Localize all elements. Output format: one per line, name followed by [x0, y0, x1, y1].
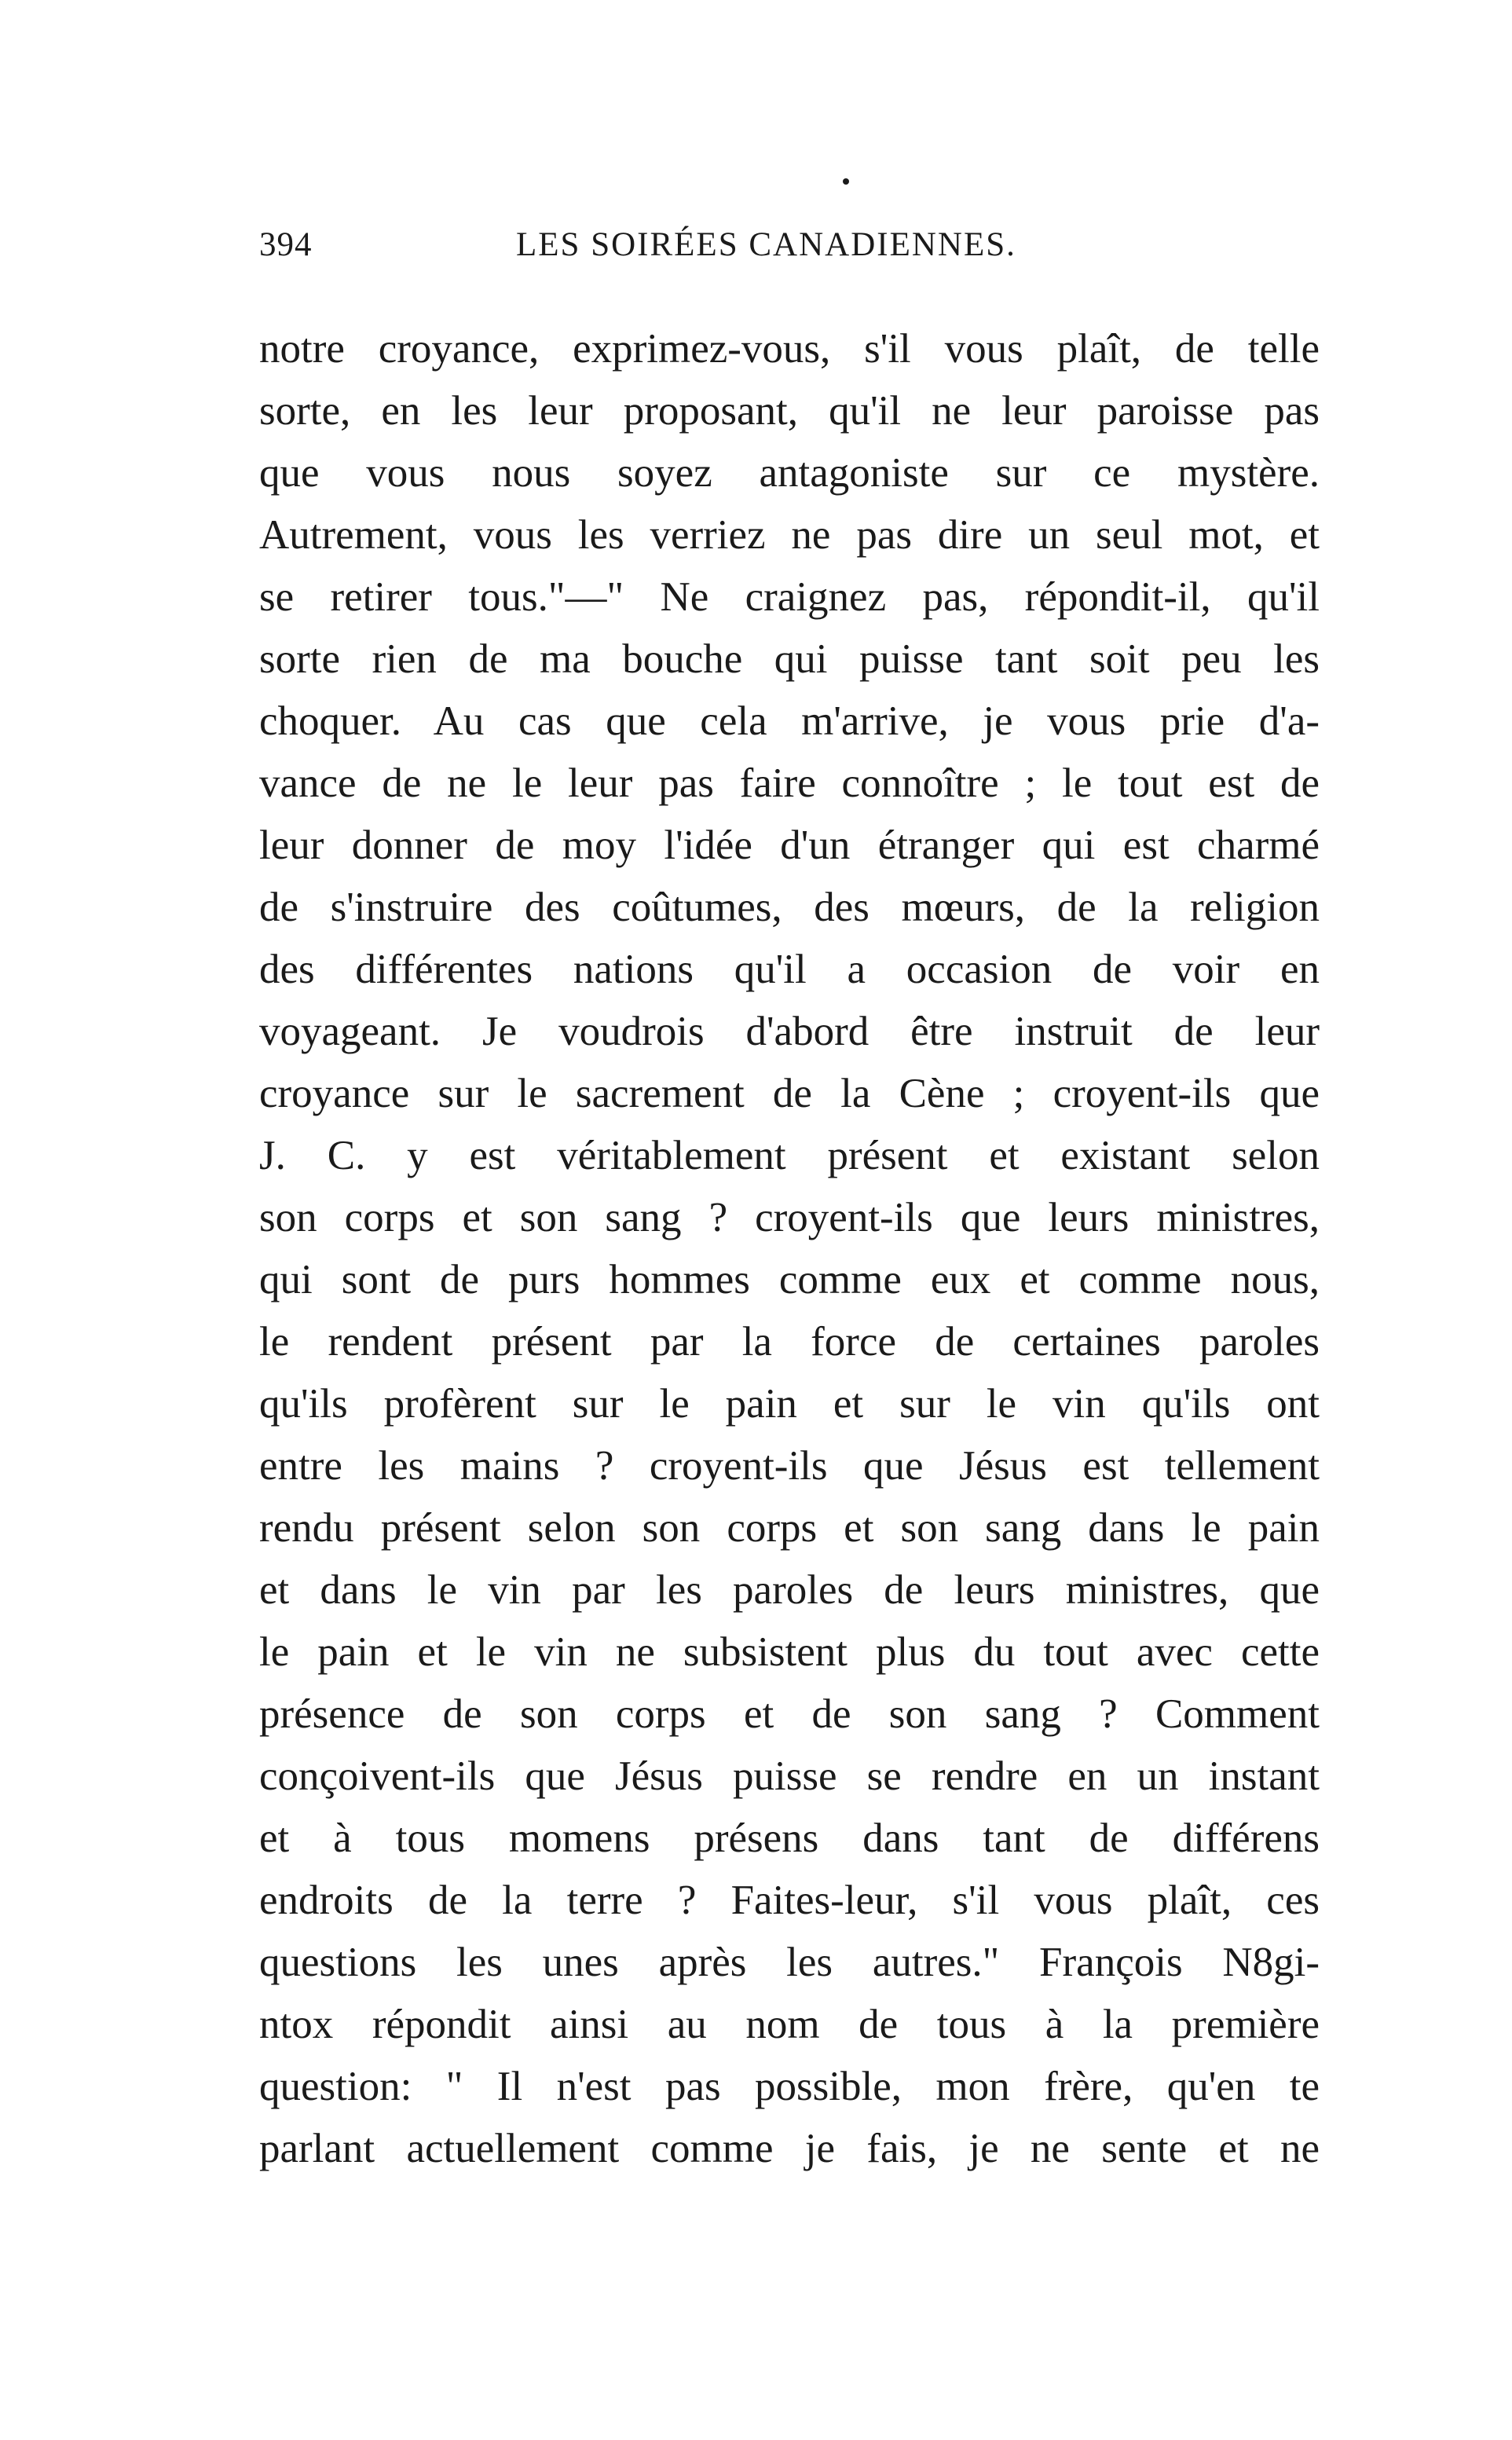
- text-line: et à tous momens présens dans tant de différens: [259, 1815, 1320, 1861]
- text-line: ntox répondit ainsi au nom de tous à la première: [259, 2002, 1320, 2047]
- text-line: entre les mains ? croyent-ils que Jésus est tellement: [259, 1443, 1320, 1489]
- text-line: présence de son corps et de son sang ? Comment: [259, 1691, 1320, 1737]
- text-line: Autrement, vous les verriez ne pas dire un seul mot, et: [259, 512, 1320, 558]
- text-line: le rendent présent par la force de certaines paroles: [259, 1319, 1320, 1365]
- text-line: notre croyance, exprimez-vous, s'il vous plaît, de telle: [259, 326, 1320, 372]
- print-speck: [843, 178, 849, 185]
- text-line: se retirer tous."—" Ne craignez pas, répondit-il, qu'il: [259, 574, 1320, 620]
- running-head: [259, 222, 1318, 269]
- text-line: parlant actuellement comme je fais, je ne sente et ne: [259, 2126, 1320, 2171]
- text-line: que vous nous soyez antagoniste sur ce mystère.: [259, 450, 1320, 496]
- text-line: de s'instruire des coûtumes, des mœurs, de la religion: [259, 885, 1320, 930]
- text-line: J. C. y est véritablement présent et existant selon: [259, 1133, 1320, 1178]
- text-line: et dans le vin par les paroles de leurs ministres, que: [259, 1567, 1320, 1613]
- text-line: voyageant. Je voudrois d'abord être instruit de leur: [259, 1009, 1320, 1054]
- text-line: leur donner de moy l'idée d'un étranger qui est charmé: [259, 822, 1320, 868]
- text-line: sorte, en les leur proposant, qu'il ne leur paroisse pas: [259, 388, 1320, 434]
- body-text: [259, 318, 1320, 2180]
- text-line: endroits de la terre ? Faites-leur, s'il vous plaît, ces: [259, 1878, 1320, 1923]
- text-line: questions les unes après les autres." François N8gi-: [259, 1940, 1320, 1985]
- text-line: croyance sur le sacrement de la Cène ; croyent-ils que: [259, 1071, 1320, 1116]
- text-line: question: " Il n'est pas possible, mon frère, qu'en te: [259, 2064, 1320, 2109]
- running-title: LES SOIRÉES CANADIENNES.: [516, 226, 1016, 263]
- text-line: le pain et le vin ne subsistent plus du tout avec cette: [259, 1629, 1320, 1675]
- text-line: vance de ne le leur pas faire connoître ; le tout est de: [259, 760, 1320, 806]
- text-line: qu'ils profèrent sur le pain et sur le vin qu'ils ont: [259, 1381, 1320, 1427]
- text-line: rendu présent selon son corps et son sang dans le pain: [259, 1505, 1320, 1551]
- text-line: qui sont de purs hommes comme eux et comme nous,: [259, 1257, 1320, 1302]
- text-line: des différentes nations qu'il a occasion de voir en: [259, 947, 1320, 992]
- text-line: choquer. Au cas que cela m'arrive, je vous prie d'a-: [259, 698, 1320, 744]
- text-line: son corps et son sang ? croyent-ils que leurs ministres,: [259, 1195, 1320, 1240]
- page-number: 394: [259, 226, 313, 263]
- text-line: sorte rien de ma bouche qui puisse tant soit peu les: [259, 636, 1320, 682]
- text-line: conçoivent-ils que Jésus puisse se rendre en un instant: [259, 1753, 1320, 1799]
